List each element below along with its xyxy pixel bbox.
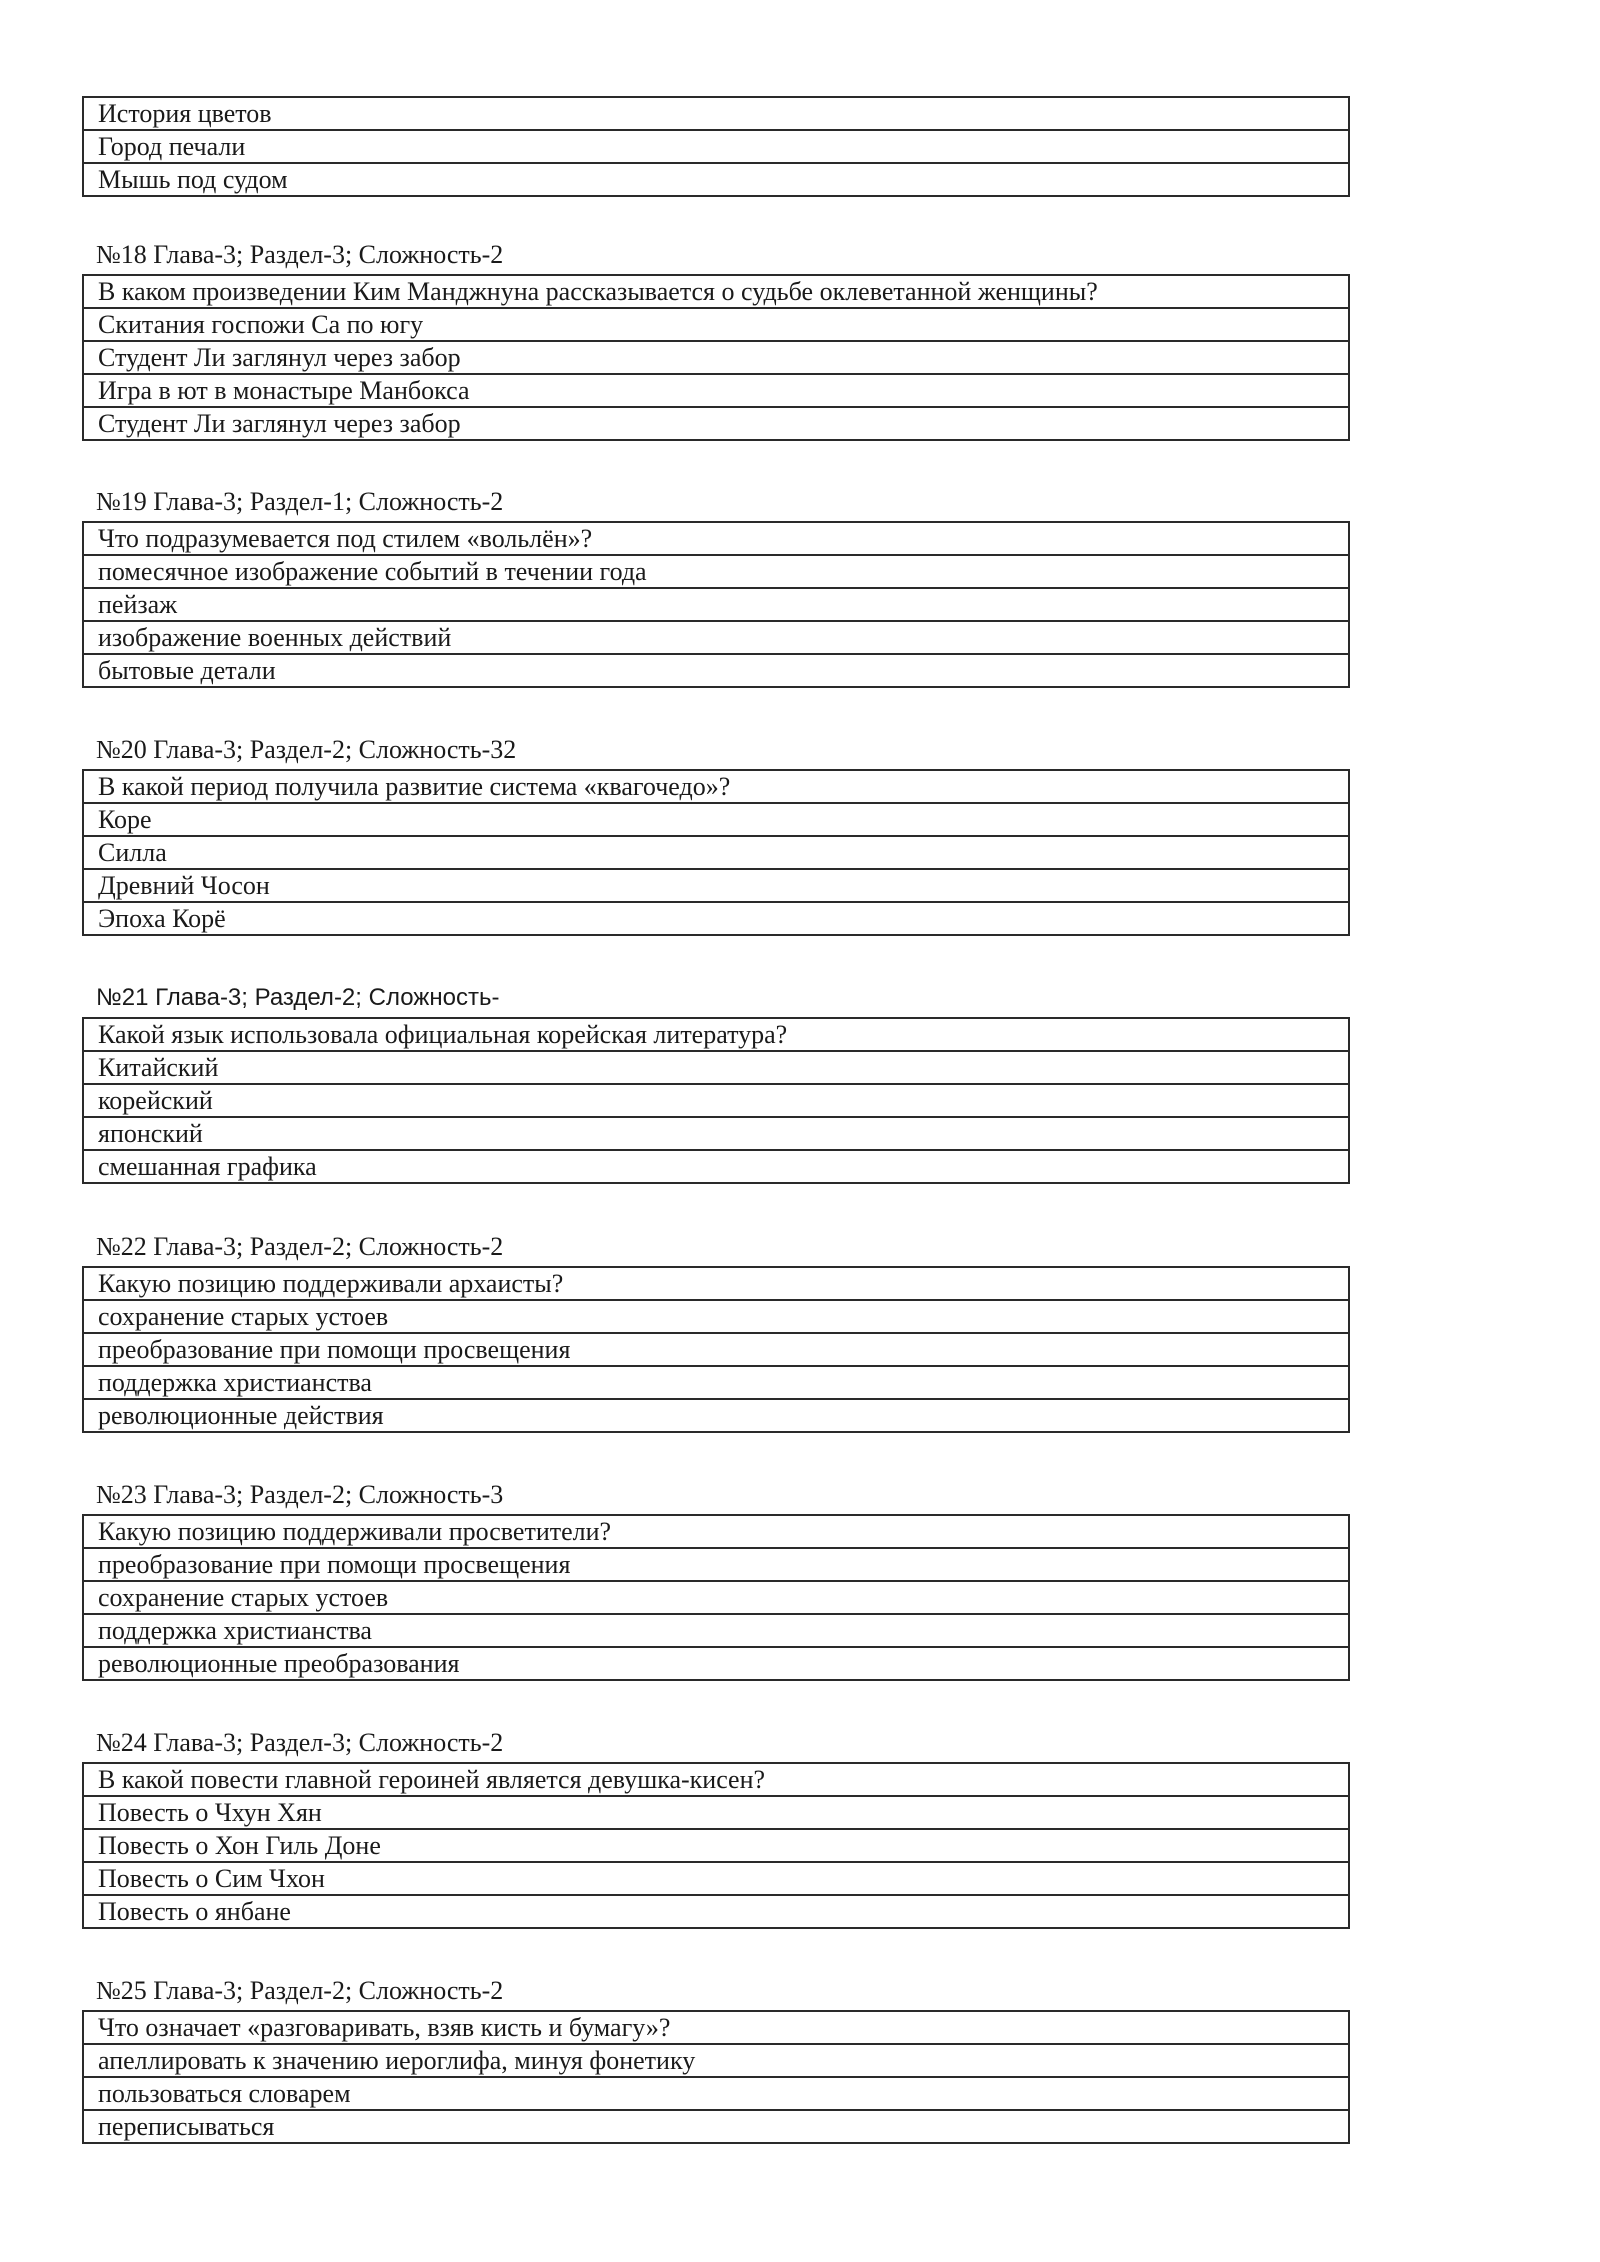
answer-option: японский bbox=[83, 1117, 1349, 1150]
answer-option: Повесть о Чхун Хян bbox=[83, 1796, 1349, 1829]
table-cell: Мышь под судом bbox=[83, 163, 1349, 196]
answer-option: Коре bbox=[83, 803, 1349, 836]
answer-option: Эпоха Корё bbox=[83, 902, 1349, 935]
answer-option: Скитания госпожи Са по югу bbox=[83, 308, 1349, 341]
question-text: Какую позицию поддерживали просветители? bbox=[83, 1515, 1349, 1548]
question-table bbox=[82, 1017, 1350, 1184]
question-text: В каком произведении Ким Манджнуна рассказывается о судьбе оклеветанной женщины? bbox=[83, 275, 1349, 308]
answer-option: Повесть о янбане bbox=[83, 1895, 1349, 1928]
answer-option: переписываться bbox=[83, 2110, 1349, 2143]
question-block-23 bbox=[82, 1480, 1350, 1681]
answer-option: преобразование при помощи просвещения bbox=[83, 1333, 1349, 1366]
answer-option: преобразование при помощи просвещения bbox=[83, 1548, 1349, 1581]
answer-option: пользоваться словарем bbox=[83, 2077, 1349, 2110]
answer-option: Студент Ли заглянул через забор bbox=[83, 341, 1349, 374]
question-block-19 bbox=[82, 487, 1350, 688]
question-block-20 bbox=[82, 735, 1350, 936]
question-block-25 bbox=[82, 1976, 1350, 2144]
question-block-21 bbox=[82, 983, 1350, 1184]
question-heading: №19 Глава-3; Раздел-1; Сложность-2 bbox=[96, 487, 504, 516]
answer-option: смешанная графика bbox=[83, 1150, 1349, 1183]
answer-option: революционные преобразования bbox=[83, 1647, 1349, 1680]
question-table bbox=[82, 2010, 1350, 2144]
question-block-22 bbox=[82, 1232, 1350, 1433]
question-text: Что означает «разговаривать, взяв кисть и бумагу»? bbox=[83, 2011, 1349, 2044]
answer-option: революционные действия bbox=[83, 1399, 1349, 1432]
answer-option: апеллировать к значению иероглифа, минуя фонетику bbox=[83, 2044, 1349, 2077]
question-table bbox=[82, 1514, 1350, 1681]
question-table bbox=[82, 521, 1350, 688]
question-block-24 bbox=[82, 1728, 1350, 1929]
table-cell: Город печали bbox=[83, 130, 1349, 163]
answer-option: бытовые детали bbox=[83, 654, 1349, 687]
question-table bbox=[82, 769, 1350, 936]
question-table bbox=[82, 1762, 1350, 1929]
answer-option: Повесть о Хон Гиль Доне bbox=[83, 1829, 1349, 1862]
question-text: Какую позицию поддерживали архаисты? bbox=[83, 1267, 1349, 1300]
answer-option: Древний Чосон bbox=[83, 869, 1349, 902]
question-table bbox=[82, 274, 1350, 441]
answer-option: сохранение старых устоев bbox=[83, 1581, 1349, 1614]
answer-option: корейский bbox=[83, 1084, 1349, 1117]
answer-table bbox=[82, 96, 1350, 197]
question-heading: №18 Глава-3; Раздел-3; Сложность-2 bbox=[96, 240, 504, 269]
question-heading: №23 Глава-3; Раздел-2; Сложность-3 bbox=[96, 1480, 504, 1509]
answer-option: Повесть о Сим Чхон bbox=[83, 1862, 1349, 1895]
answer-option: помесячное изображение событий в течении года bbox=[83, 555, 1349, 588]
answer-option: Силла bbox=[83, 836, 1349, 869]
table-cell: История цветов bbox=[83, 97, 1349, 130]
answer-option: Игра в ют в монастыре Манбокса bbox=[83, 374, 1349, 407]
question-heading: №20 Глава-3; Раздел-2; Сложность-32 bbox=[96, 735, 517, 764]
answer-option: поддержка христианства bbox=[83, 1366, 1349, 1399]
answer-option: Студент Ли заглянул через забор bbox=[83, 407, 1349, 440]
question-text: В какой период получила развитие система «квагочедо»? bbox=[83, 770, 1349, 803]
question-text: Что подразумевается под стилем «вольлён»? bbox=[83, 522, 1349, 555]
question-table bbox=[82, 1266, 1350, 1433]
question-block-continuation bbox=[82, 96, 1350, 197]
question-heading: №24 Глава-3; Раздел-3; Сложность-2 bbox=[96, 1728, 504, 1757]
question-block-18 bbox=[82, 240, 1350, 441]
question-heading: №21 Глава-3; Раздел-2; Сложность- bbox=[96, 984, 500, 1011]
question-text: Какой язык использовала официальная корейская литература? bbox=[83, 1018, 1349, 1051]
question-heading: №22 Глава-3; Раздел-2; Сложность-2 bbox=[96, 1232, 504, 1261]
answer-option: изображение военных действий bbox=[83, 621, 1349, 654]
answer-option: Китайский bbox=[83, 1051, 1349, 1084]
answer-option: сохранение старых устоев bbox=[83, 1300, 1349, 1333]
answer-option: пейзаж bbox=[83, 588, 1349, 621]
answer-option: поддержка христианства bbox=[83, 1614, 1349, 1647]
question-heading: №25 Глава-3; Раздел-2; Сложность-2 bbox=[96, 1976, 504, 2005]
question-text: В какой повести главной героиней является девушка-кисен? bbox=[83, 1763, 1349, 1796]
